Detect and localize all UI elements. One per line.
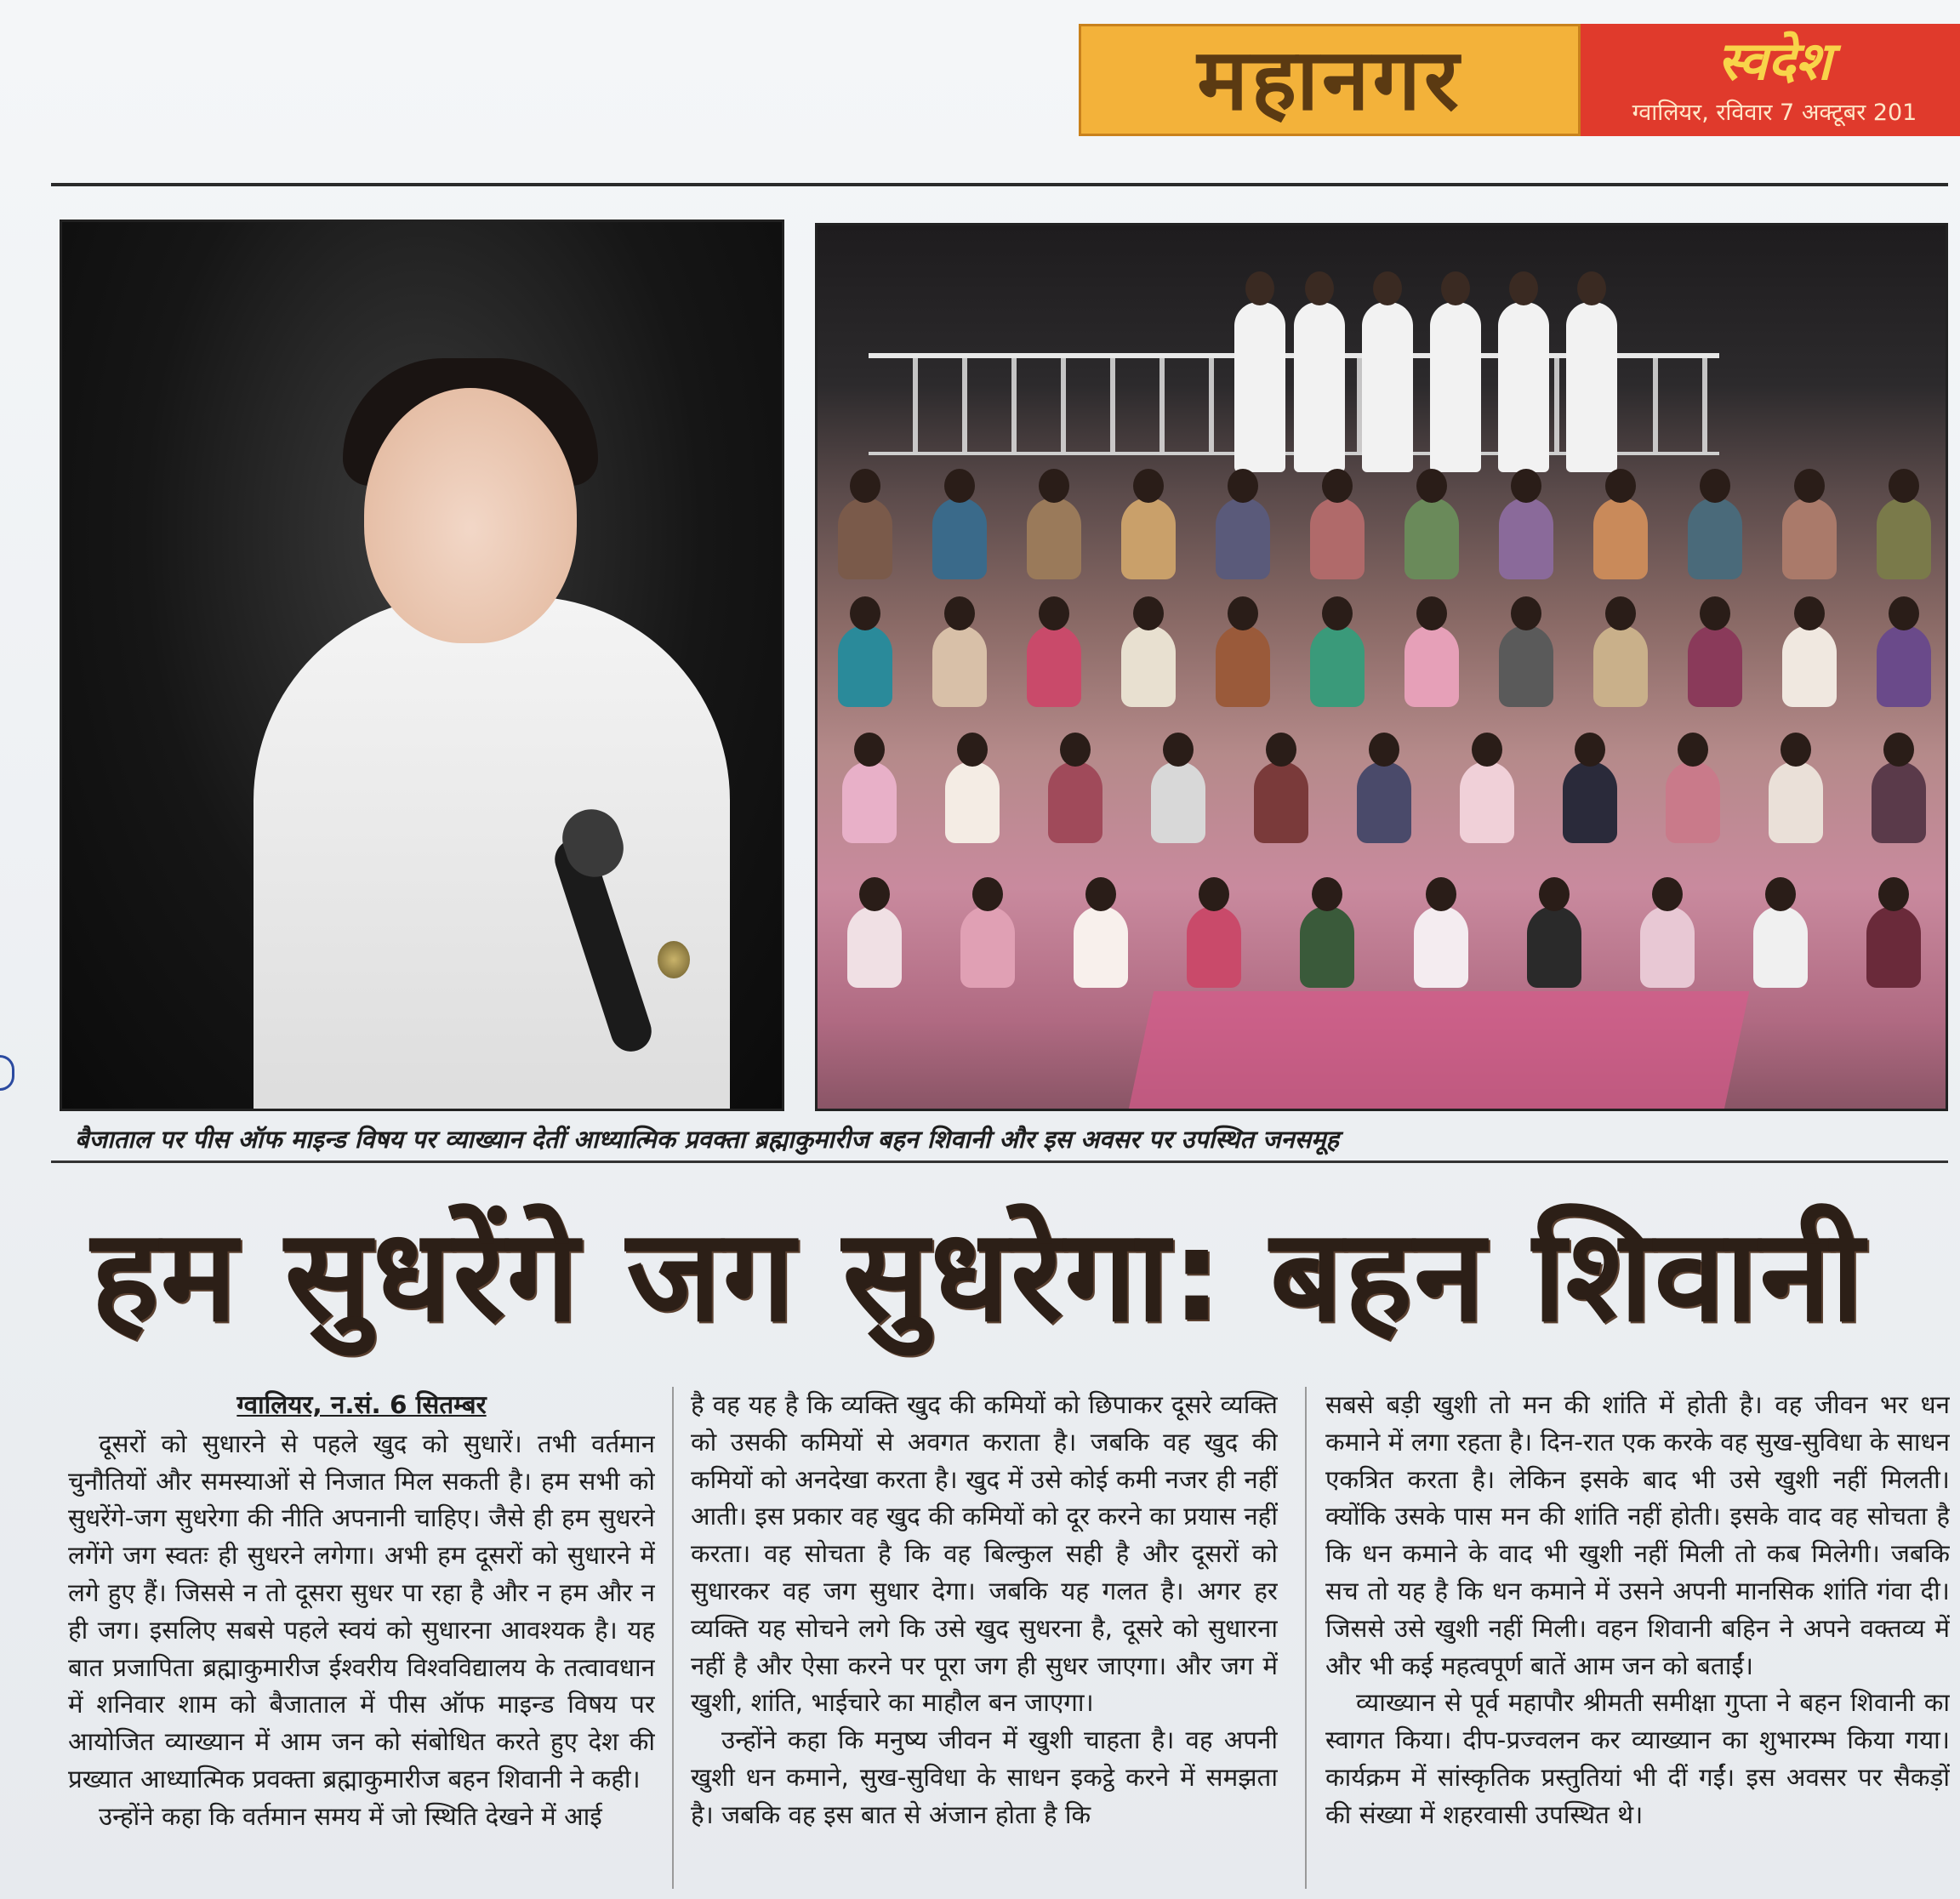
- speaker-figure: [254, 596, 730, 1111]
- paragraph: है वह यह है कि व्यक्ति खुद की कमियों को छिपाकर दूसरे व्यक्ति को उसकी कमियों से अवगत कराता है। जबकि वह खुद की कमियों को अनदेखा करता है। खुद में उसे कोई कमी नजर ही नहीं आती। इस प्रकार वह खुद की कमियों को दूर करने का प्रयास नहीं करता। वह सोचता है कि वह बिल्कुल सही है और दूसरों को सुधारकर वह जग सुधार देगा। जबकि यह गलत है। अगर हर व्यक्ति यह सोचने लगे कि उसे खुद सुधरना है, दूसरे को सुधारना नहीं है और ऐसा करने पर पूरा जग ही सुधर जाएगा। और जग में खुशी, शांति, भाईचारे का माहौल बन जाएगा।: [691, 1390, 1278, 1718]
- speaker-face: [364, 388, 577, 643]
- paragraph: उन्होंने कहा कि मनुष्य जीवन में खुशी चाहता है। वह अपनी खुशी धन कमाने, सुख-सुविधा के साधन इकट्ठे करने में समझता है। जबकि वह इस बात से अंजान होता है कि: [691, 1725, 1278, 1829]
- stage-person: [1498, 302, 1549, 472]
- masthead: [1079, 24, 1960, 136]
- paragraph: व्याख्यान से पूर्व महापौर श्रीमती समीक्षा गुप्ता ने बहन शिवानी का स्वागत किया। दीप-प्रज्वलन कर व्याख्यान का शुभारम्भ किया गया। कार्यक्रम में सांस्कृतिक प्रस्तुतियां भी दीं गईं। इस अवसर पर सैकड़ों की संख्या में शहरवासी उपस्थित थे।: [1325, 1688, 1950, 1829]
- column-divider: [1305, 1387, 1307, 1889]
- section-banner: [1079, 24, 1581, 136]
- article-column-1: [68, 1387, 655, 1889]
- audience-photo: [815, 223, 1948, 1111]
- photo-caption: बैजाताल पर पीस ऑफ माइन्ड विषय पर व्याख्यान देतीं आध्यात्मिक प्रवक्ता ब्रह्माकुमारीज बहन शिवानी और इस अवसर पर उपस्थित जनसमूह: [75, 1125, 1339, 1154]
- speaker-photo: [60, 220, 784, 1111]
- crowd-row: [818, 761, 1948, 843]
- crowd-row: [818, 906, 1948, 988]
- article-dateline: ग्वालियर, न.सं. 6 सितम्बर: [236, 1390, 487, 1419]
- paragraph: सबसे बड़ी खुशी तो मन की शांति में होती है। वह जीवन भर धन कमाने में लगा रहता है। दिन-रात एक करके वह सुख-सुविधा के साधन एकत्रित करता है। लेकिन इसके बाद भी उसे खुशी नहीं मिलती। क्योंकि उसके पास मन की शांति नहीं होती। इसके वाद वह सोचता है कि धन कमाने के वाद भी खुशी नहीं मिली तो कब मिलेगी। जबकि सच तो यह है कि धन कमाने में उसने अपनी मानसिक शांति गंवा दी। जिससे उसे खुशी नहीं मिली। वहन शिवानी बहिन ने अपने वक्तव्य में और भी कई महत्वपूर्ण बातें आम जन को बताईं।: [1325, 1390, 1950, 1680]
- stage-person: [1362, 302, 1413, 472]
- crowd-row: [818, 625, 1948, 707]
- caption-rule: [51, 1160, 1948, 1163]
- column-divider: [672, 1387, 674, 1889]
- paragraph: उन्होंने कहा कि वर्तमान समय में जो स्थिति देखने में आई: [99, 1801, 602, 1831]
- stage-person: [1566, 302, 1617, 472]
- section-title: महानगर: [1197, 30, 1462, 129]
- headline: हम सुधरेंगे जग सुधरेगा: बहन शिवानी: [91, 1202, 1866, 1350]
- paper-dateline: ग्वालियर, रविवार 7 अक्टूबर 201: [1632, 100, 1917, 127]
- paper-name: स्वदेश: [1718, 29, 1832, 92]
- crowd-row: [818, 498, 1948, 579]
- badge-icon: [658, 941, 690, 978]
- stage-person: [1294, 302, 1345, 472]
- article-column-3: [1325, 1387, 1950, 1889]
- article-column-2: [691, 1387, 1278, 1889]
- margin-mark: [0, 1055, 14, 1091]
- paragraph: दूसरों को सुधारने से पहले खुद को सुधारें। तभी वर्तमान चुनौतियों और समस्याओं से निजात मिल सकती है। हम सभी को सुधरेंगे-जग सुधरेगा की नीति अपनानी चाहिए। जैसे ही हम सुधरने लगेंगे जग स्वतः ही सुधरने लगेगा। अभी हम दूसरों को सुधारने में लगे हुए हैं। जिससे न तो दूसरा सुधर पा रहा है और न हम और न ही जग। इसलिए सबसे पहले स्वयं को सुधारना आवश्यक है। यह बात प्रजापिता ब्रह्माकुमारीज ईश्वरीय विश्वविद्यालय के तत्वावधान में शनिवार शाम को बैजाताल में पीस ऑफ माइन्ड विषय पर आयोजित व्याख्यान में आम जन को संबोधित करते हुए देश की प्रख्यात आध्यात्मिक प्रवक्ता ब्रह्माकुमारीज बहन शिवानी ने कही।: [68, 1429, 655, 1794]
- stage-person: [1430, 302, 1481, 472]
- stage-person: [1234, 302, 1285, 472]
- header-rule: [51, 183, 1948, 186]
- carpet: [1128, 991, 1750, 1111]
- paper-banner: [1581, 24, 1960, 136]
